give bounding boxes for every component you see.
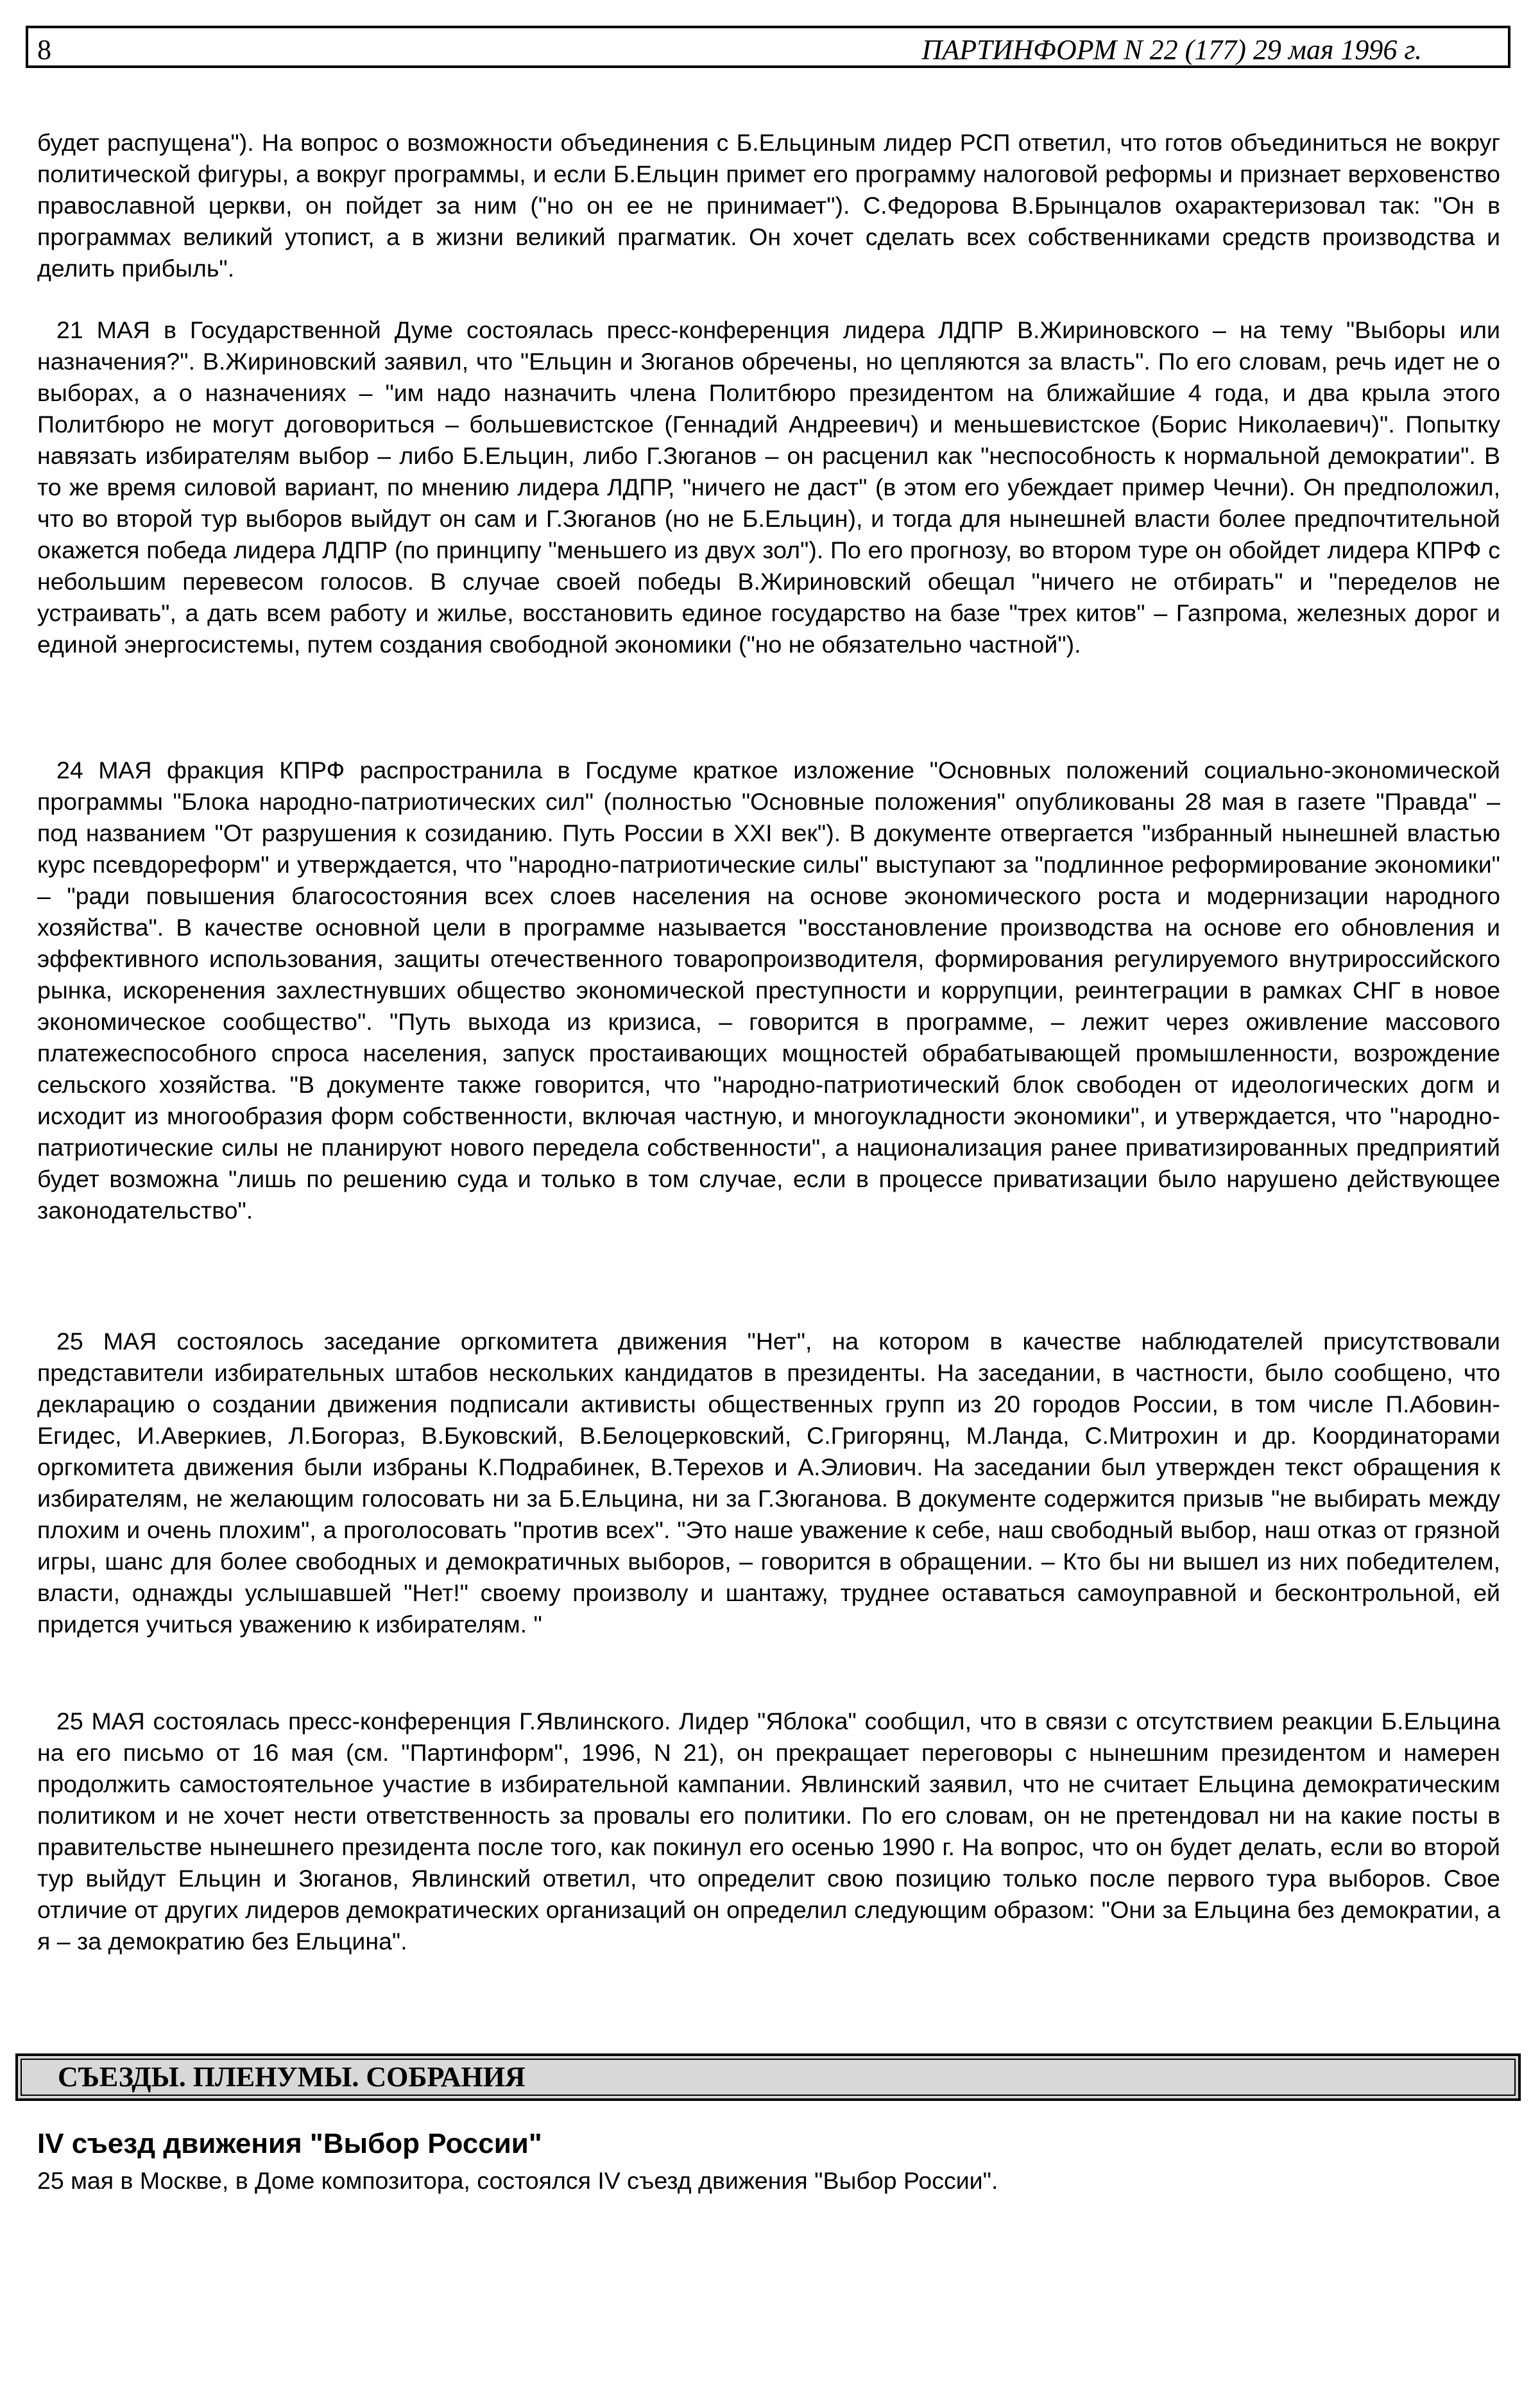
paragraph-may-24: 24 МАЯ фракция КПРФ распространила в Госдуме краткое изложение "Основных положений социально-экономической программы "Блока народно-патриотических сил" (полностью "Основные положения" опубликованы 28 мая в газете "Правда" – под названием "От разрушения к созиданию. Путь России в XXI век"). В документе отвергается "избранный нынешней властью курс псевдореформ" и утверждается, что "народно-патриотические силы" выступают за "подлинное реформирование экономики" – "ради повышения благосостояния всех слоев населения на основе экономического роста и модернизации народного хозяйства". В качестве основной цели в программе называется "восстановление производства на основе его обновления и эффективного использования, защиты отечественного товаропроизводителя, формирования регулируемого внутрироссийского рынка, искоренения захлестнувших общество экономической преступности и коррупции, реинтеграции в рамках СНГ в новое экономическое сообщество". "Путь выхода из кризиса, – говорится в программе, – лежит через оживление массового платежеспособного спроса населения, запуск простаивающих мощностей обрабатывающей промышленности, возрождение сельского хозяйства. "В документе также говорится, что "народно-патриотический блок свободен от идеологических догм и исходит из многообразия форм собственности, включая частную, и многоукладности экономики", и утверждается, что "народно-патриотические силы не планируют нового передела собственности", а национализация ранее приватизированных предприятий будет возможна "лишь по решению суда и только в том случае, если в процессе приватизации было нарушено действующее законодательство". bbox=[37, 757, 1500, 1224]
page-header bbox=[26, 26, 1510, 68]
paragraph-may-21: 21 МАЯ в Государственной Думе состоялась пресс-конференция лидера ЛДПР В.Жириновского – на тему "Выборы или назначения?". В.Жириновский заявил, что "Ельцин и Зюганов обречены, но цепляются за власть". По его словам, речь идет не о выборах, а о назначениях – "им надо назначить члена Политбюро президентом на ближайшие 4 года, и два крыла этого Политбюро не могут договориться – большевистское (Геннадий Андреевич) и меньшевистское (Борис Николаевич)". Попытку навязать избирателям выбор – либо Б.Ельцин, либо Г.Зюганов – он расценил как "неспособность к нормальной демократии". В то же время силовой вариант, по мнению лидера ЛДПР, "ничего не даст" (в этом его убеждает пример Чечни). Он предположил, что во второй тур выборов выйдут он сам и Г.Зюганов (но не Б.Ельцин), и тогда для нынешней власти более предпочтительной окажется победа лидера ЛДПР (по принципу "меньшего из двух зол"). По его прогнозу, во втором туре он обойдет лидера КПРФ с небольшим перевесом голосов. В случае своей победы В.Жириновский обещал "ничего не отбирать" и "переделов не устраивать", а дать всем работу и жилье, восстановить единое государство на базе "трех китов" – Газпрома, железных дорог и единой энергосистемы, путем создания свободной экономики ("но не обязательно частной"). bbox=[37, 316, 1500, 658]
paragraph-may-25-net: 25 МАЯ состоялось заседание оргкомитета движения "Нет", на котором в качестве наблюдателей присутствовали представители избирательных штабов нескольких кандидатов в президенты. На заседании, в частности, было сообщено, что декларацию о создании движения подписали активисты общественных групп из 20 городов России, в том числе П.Абовин-Егидес, И.Аверкиев, Л.Богораз, В.Буковский, В.Белоцерковский, С.Григорянц, М.Ланда, С.Митрохин и др. Координаторами оргкомитета движения были избраны К.Подрабинек, В.Терехов и А.Элиович. На заседании был утвержден текст обращения к избирателям, не желающим голосовать ни за Б.Ельцина, ни за Г.Зюганова. В документе содержится призыв "не выбирать между плохим и очень плохим", а проголосовать "против всех". "Это наше уважение к себе, наш свободный выбор, наш отказ от грязной игры, шанс для более свободных и демократичных выборов, – говорится в обращении. – Кто бы ни вышел из них победителем, власти, однажды услышавшей "Нет!" своему произволу и шантажу, труднее оставаться самоуправной и бесконтрольной, ей придется учиться уважению к избирателям. " bbox=[37, 1328, 1500, 1638]
article-title: IV съезд движения "Выбор России" bbox=[37, 2128, 542, 2159]
publication-title: ПАРТИНФОРМ N 22 (177) 29 мая 1996 г. bbox=[921, 34, 1422, 65]
article-lead: 25 мая в Москве, в Доме композитора, состоялся IV съезд движения "Выбор России". bbox=[37, 2167, 998, 2194]
section-heading-bar bbox=[15, 2053, 1521, 2101]
page-number: 8 bbox=[37, 34, 51, 65]
paragraph-may-25-yavlinsky: 25 МАЯ состоялась пресс-конференция Г.Явлинского. Лидер "Яблока" сообщил, что в связи с отсутствием реакции Б.Ельцина на его письмо от 16 мая (см. "Партинформ", 1996, N 21), он прекращает переговоры с нынешним президентом и намерен продолжить самостоятельное участие в избирательной кампании. Явлинский заявил, что не считает Ельцина демократическим политиком и не хочет нести ответственность за провалы его политики. По его словам, он не претендовал ни на какие посты в правительстве нынешнего президента после того, как покинул его осенью 1990 г. На вопрос, что он будет делать, если во второй тур выйдут Ельцин и Зюганов, Явлинский ответил, что определит свою позицию только после первого тура выборов. Свое отличие от других лидеров демократических организаций он определил следующим образом: "Они за Ельцина без демократии, а я – за демократию без Ельцина". bbox=[37, 1708, 1500, 1955]
paragraph-continuation: будет распущена"). На вопрос о возможности объединения с Б.Ельциным лидер РСП ответил, что готов объединиться не вокруг политической фигуры, а вокруг программы, и если Б.Ельцин примет его программу налоговой реформы и признает верховенство православной церкви, он пойдет за ним ("но он ее не принимает"). С.Федорова В.Брынцалов охарактеризовал так: "Он в программах великий утопист, а в жизни великий прагматик. Он хочет сделать всех собственниками средств производства и делить прибыль". bbox=[37, 129, 1500, 282]
section-heading: СЪЕЗДЫ. ПЛЕНУМЫ. СОБРАНИЯ bbox=[58, 2061, 526, 2093]
